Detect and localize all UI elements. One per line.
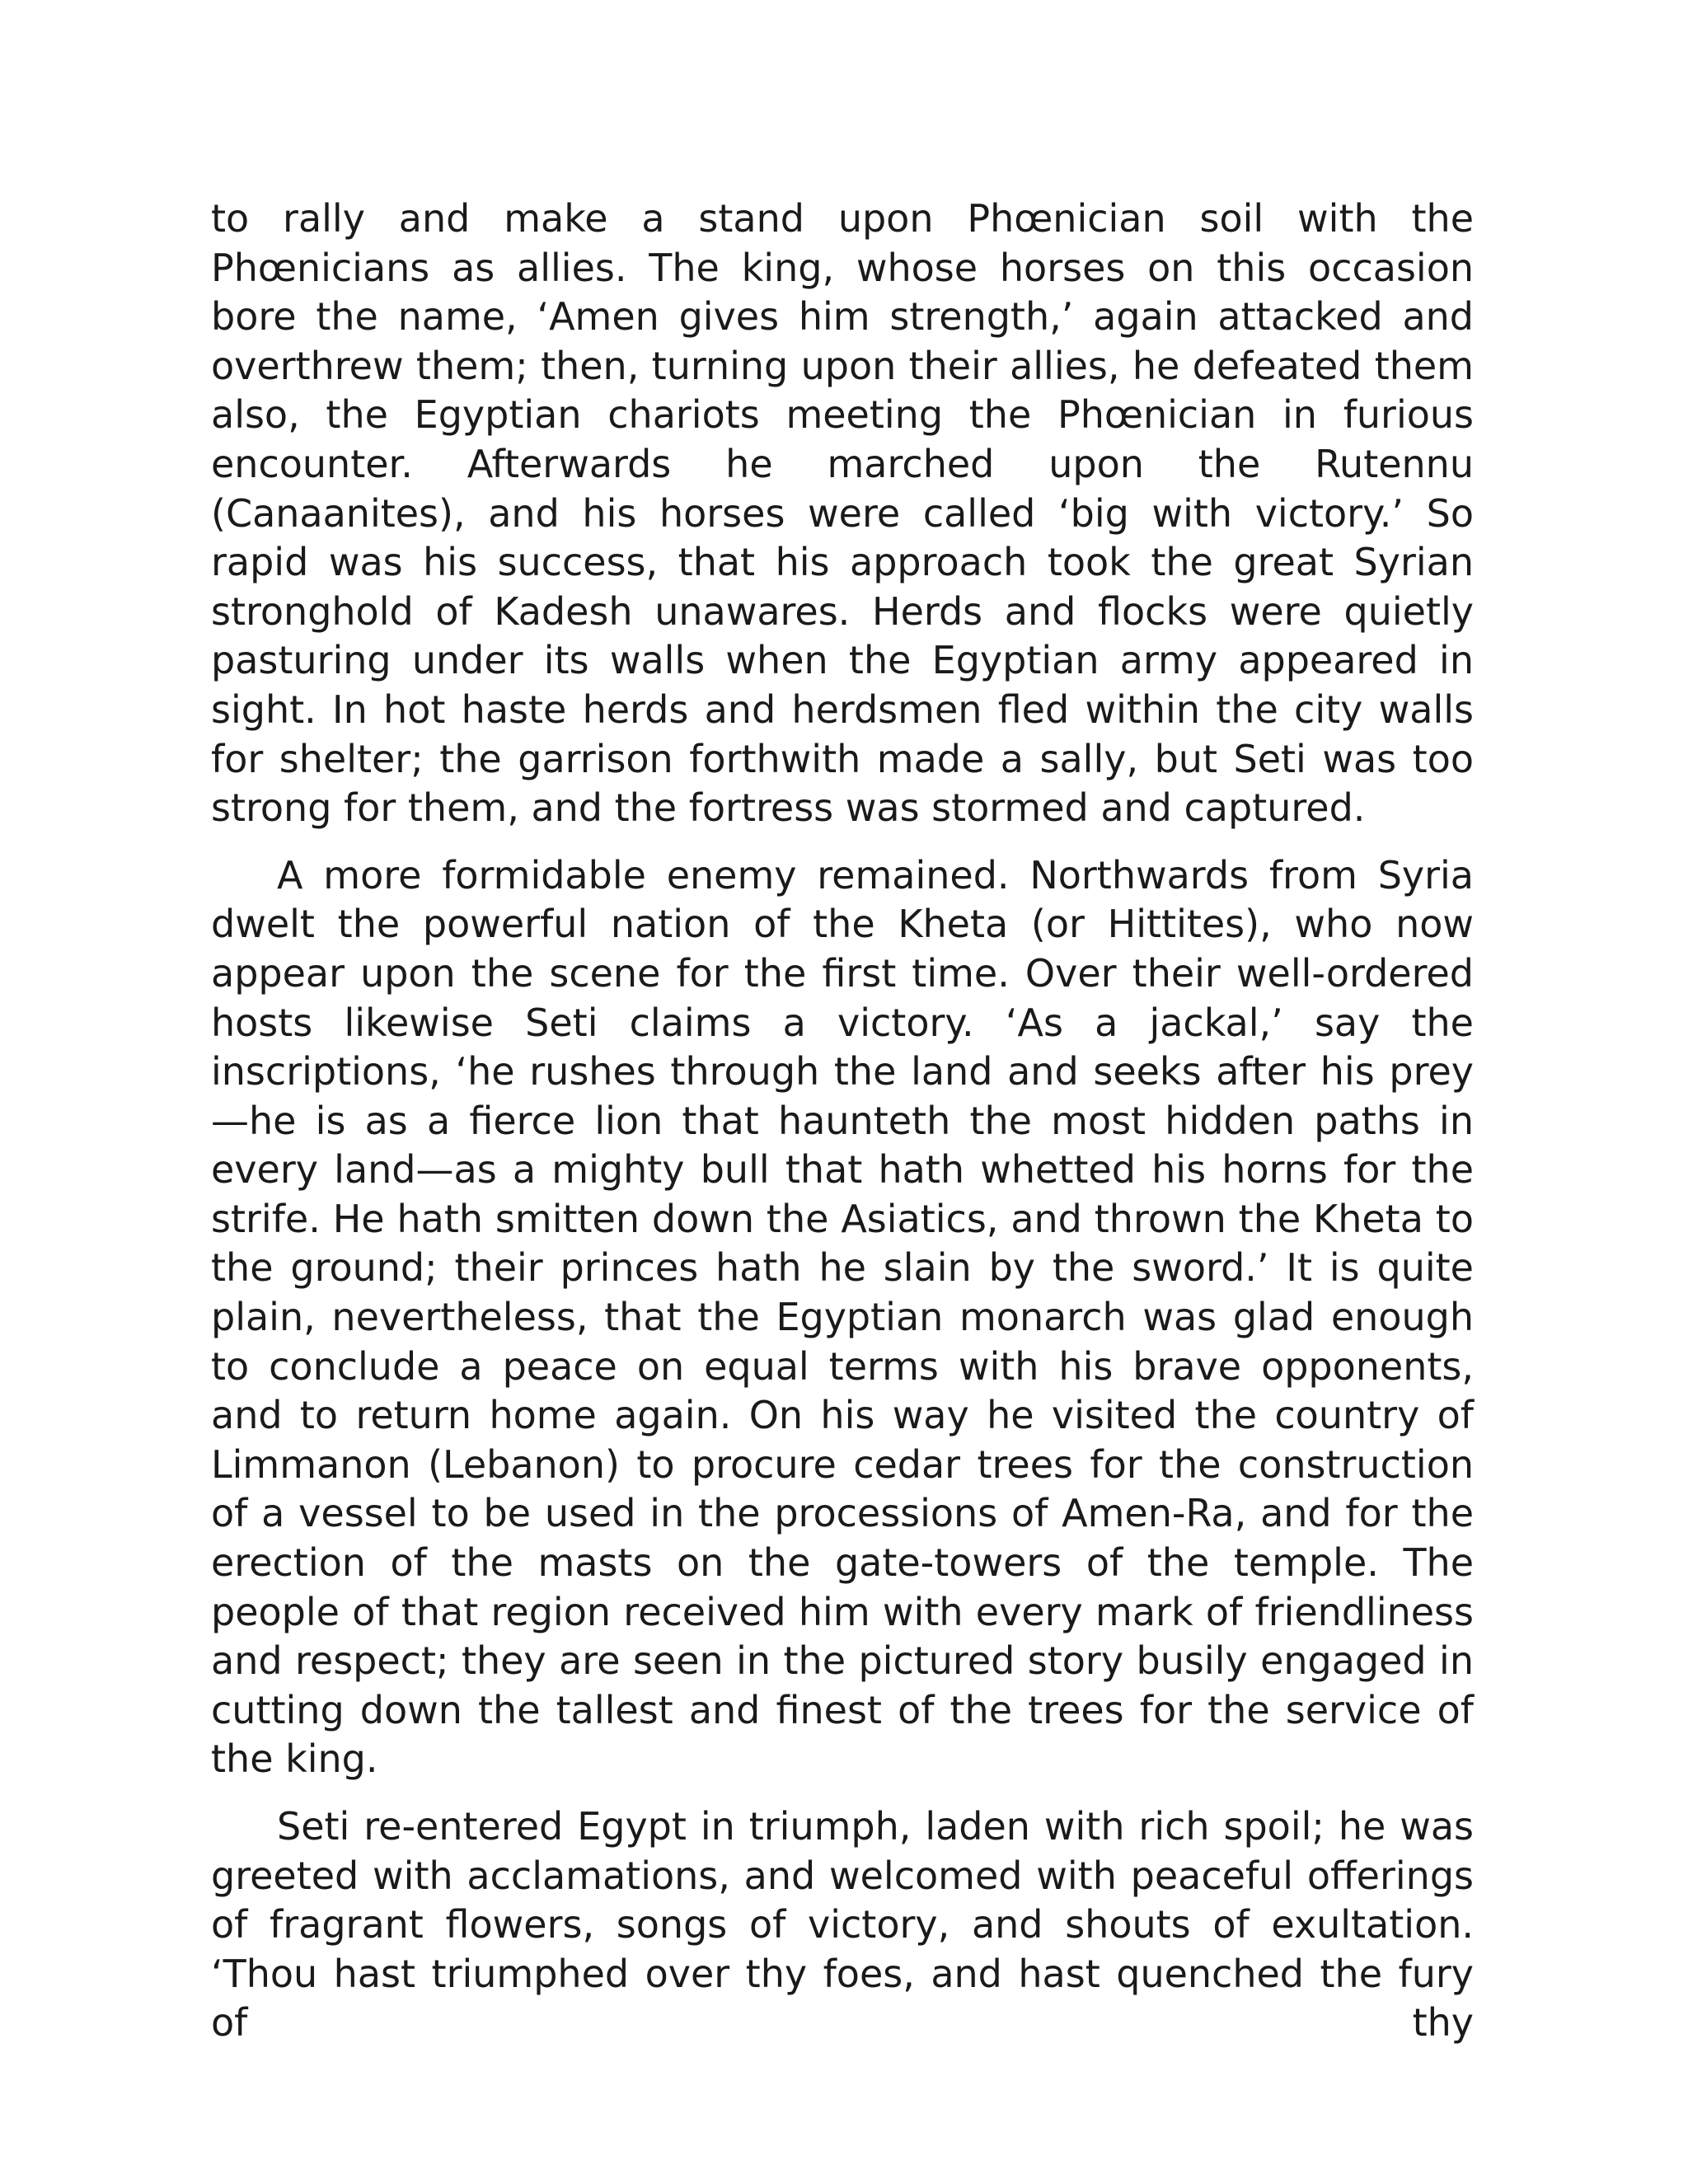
paragraph-kheta-campaign: A more formidable enemy remained. Northwards from Syria dwelt the powerful nation of the Kheta (or Hittites), who now appear upon the scene for the first time. Over their well-ordered hosts likewise Seti claims a victory. ‘As a jackal,’ say the inscriptions, ‘he rushes through the land and seeks after his prey—he is as a fierce lion that haunteth the most hidden paths in every land—as a mighty bull that hath whetted his horns for the strife. He hath smitten down the Asiatics, and thrown the Kheta to the ground; their princes hath he slain by the sword.’ It is quite plain, nevertheless, that the Egyptian monarch was glad enough to conclude a peace on equal terms with his brave opponents, and to return home again. On his way he visited the country of Limmanon (Lebanon) to procure cedar trees for the construction of a vessel to be used in the processions of Amen-Ra, and for the erection of the masts on the gate-towers of the temple. The people of that region received him with every mark of friendliness and respect; they are seen in the pictured story busily engaged in cutting down the tallest and finest of the trees for the service of the king. [211, 852, 1474, 1782]
body-text [211, 194, 1474, 2048]
paragraph-phoenician-campaign: to rally and make a stand upon Phœnician soil with the Phœnicians as allies. The king, whose horses on this occasion bore the name, ‘Amen gives him strength,’ again attacked and overthrew them; then, turning upon their allies, he defeated them also, the Egyptian chariots meeting the Phœnician in furious encounter. Afterwards he marched upon the Rutennu (Canaanites), and his horses were called ‘big with victory.’ So rapid was his success, that his approach took the great Syrian stronghold of Kadesh unawares. Herds and flocks were quietly pasturing under its walls when the Egyptian army appeared in sight. In hot haste herds and herdsmen fled within the city walls for shelter; the garrison forthwith made a sally, but Seti was too strong for them, and the fortress was stormed and captured. [211, 196, 1474, 831]
paragraph-return-to-egypt: Seti re-entered Egypt in triumph, laden with rich spoil; he was greeted with acclamations, and welcomed with peaceful offerings of fragrant flowers, songs of victory, and shouts of exultation. ‘Thou hast triumphed over thy foes, and hast quenched the fury of thy [211, 1804, 1474, 2046]
